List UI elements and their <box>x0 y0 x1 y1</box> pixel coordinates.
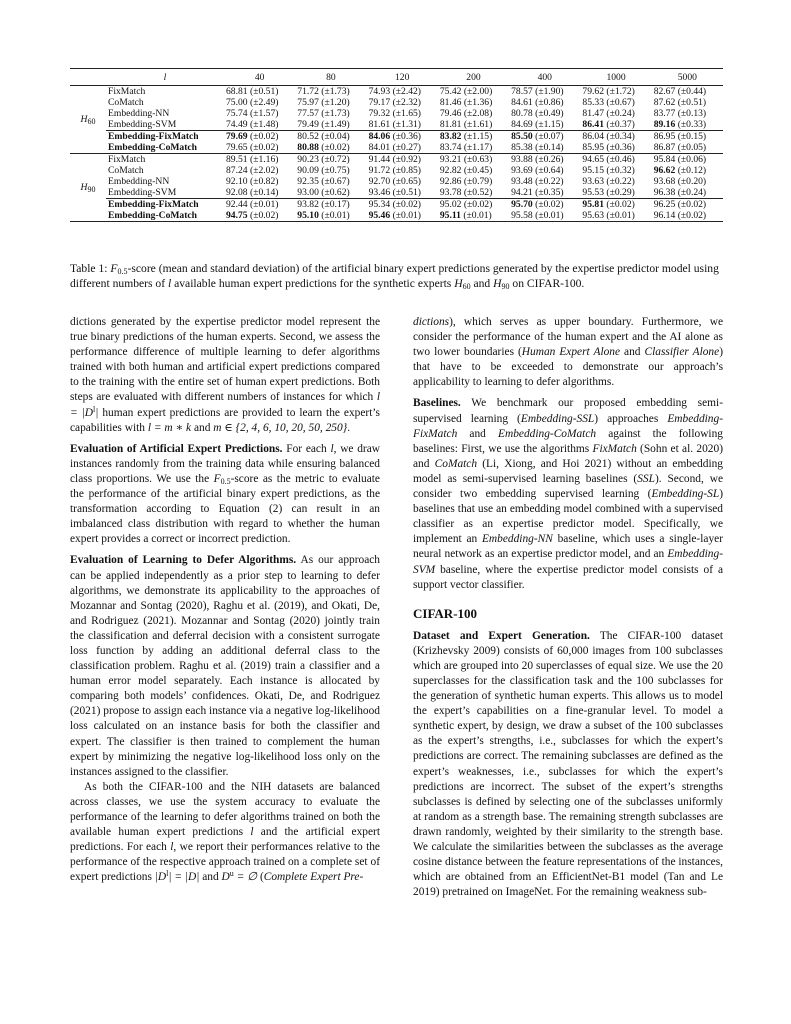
column-header: 120 <box>395 71 410 83</box>
score-cell: 94.65 (±0.46) <box>580 154 651 166</box>
score-cell: 92.44 (±0.01) <box>224 199 295 211</box>
score-cell: 95.84 (±0.06) <box>652 154 723 166</box>
score-cell: 79.17 (±2.32) <box>368 97 422 108</box>
score-cell: 84.69 (±1.15) <box>511 119 564 130</box>
score-cell: 79.49 (±1.49) <box>297 119 350 130</box>
score-cell: 89.16 (±0.33) <box>653 119 707 130</box>
score-cell: 74.93 (±2.42) <box>368 86 422 97</box>
score-cell: 95.53 (±0.29) <box>582 187 635 198</box>
score-cell: 79.32 (±1.65) <box>368 108 422 119</box>
heading-eval-l2d: Evaluation of Learning to Defer Algorithms. <box>70 554 297 567</box>
column-header: 1000 <box>606 71 626 83</box>
score-cell: 86.95 (±0.15) <box>652 131 723 143</box>
score-cell: 92.70 (±0.65) <box>368 176 422 187</box>
score-cell: 95.58 (±0.01) <box>511 210 564 221</box>
score-cell: 84.06 (±0.36) <box>367 131 438 143</box>
table-row <box>70 199 723 211</box>
heading-baselines: Baselines. <box>413 397 461 410</box>
header-l: l <box>163 71 167 83</box>
score-cell: 85.50 (±0.07) <box>509 131 580 143</box>
method-name: Embedding-NN <box>108 176 170 187</box>
method-name: Embedding-SVM <box>108 187 177 198</box>
heading-eval-artificial: Evaluation of Artificial Expert Predictions. <box>70 442 283 455</box>
score-cell: 95.81 (±0.02) <box>580 199 651 211</box>
score-cell: 82.67 (±0.44) <box>653 86 707 97</box>
table-row <box>70 142 723 154</box>
score-cell: 71.72 (±1.73) <box>297 86 350 97</box>
score-cell: 95.11 (±0.01) <box>439 210 492 221</box>
score-cell: 86.04 (±0.34) <box>580 131 651 143</box>
score-cell: 93.21 (±0.63) <box>438 154 509 166</box>
table-row <box>70 165 723 176</box>
score-cell: 74.49 (±1.48) <box>226 119 279 130</box>
score-cell: 95.34 (±0.02) <box>367 199 438 211</box>
score-cell: 95.02 (±0.02) <box>438 199 509 211</box>
score-cell: 90.09 (±0.75) <box>297 165 350 176</box>
paragraph-accuracy: As both the CIFAR-100 and the NIH datasets are balanced across classes, we use the system accuracy to evaluate the performance of the learning to defer algorithms trained on both the available human expert predictions l and the artificial expert predictions. For each l, we report their performances relative to the performance of the respective approach trained on a complete set of expert predictions $|D^l| = |D|$ and $D^u$ = ∅ (Complete Expert Pre- <box>70 780 381 884</box>
score-cell: 93.00 (±0.62) <box>297 187 350 198</box>
column-header: 400 <box>537 71 552 83</box>
score-cell: 83.77 (±0.13) <box>653 108 707 119</box>
heading-dataset: Dataset and Expert Generation. <box>413 629 590 642</box>
table-row <box>70 86 723 98</box>
score-cell: 96.62 (±0.12) <box>653 165 707 176</box>
score-cell: 95.70 (±0.02) <box>509 199 580 211</box>
paragraph-dataset: Dataset and Expert Generation. The CIFAR-100 dataset (Krizhevsky 2009) consists of 60,000 images from 100 subclasses which are grouped into 20 superclasses of equal size. We use the 20 superclasses for the classification task and the 100 subclasses for the generation of synthetic human experts. This allows us to model the expert’s capabilities on a fine-granular level. To model a synthetic expert, by design, we draw a subset of the 100 subclasses as the expert’s strengths, i.e., subclasses for which the expert’s predictions are correct. The remaining subclasses are defined as the expert’s weaknesses, i.e., subclasses for which the expert’s predictions are incorrect. The subset of the expert’s strengths subclasses is defined by selecting one of the subclasses uniformly at random as a strength base. The remaining strength subclasses are drawn randomly, weighted by their similarity to the strength base. We calculate the similarities between the subclasses as the average cosine distance between the feature representations of the instances, which are obtained from an EfficientNet-B1 model (Tan and Le 2019) pretrained on ImageNet. For the remaining weakness sub- <box>413 629 723 899</box>
score-cell: 85.95 (±0.36) <box>582 142 635 153</box>
score-cell: 83.82 (±1.15) <box>438 131 509 143</box>
paragraph-boundaries: dictions), which serves as upper boundary. Furthermore, we consider the performance of the human expert and the AI alone as two lower boundaries (Human Expert Alone and Classifier Alone) that have to be exceeded to demonstrate our approach’s applicability to learning to defer algorithms. <box>413 316 723 389</box>
score-cell: 87.62 (±0.51) <box>653 97 707 108</box>
method-name: Embedding-CoMatch <box>108 142 198 153</box>
results-table <box>70 68 723 222</box>
score-cell: 94.75 (±0.02) <box>226 210 279 221</box>
score-cell: 94.21 (±0.35) <box>511 187 564 198</box>
score-cell: 81.61 (±1.31) <box>368 119 422 130</box>
left-column <box>70 315 380 885</box>
score-cell: 84.01 (±0.27) <box>368 142 422 153</box>
score-cell: 93.69 (±0.64) <box>511 165 564 176</box>
paragraph-eval-artificial: Evaluation of Artificial Expert Predictions. For each l, we draw instances randomly from the training data while ensuring balanced class proportions. We use the $F_{0.5}$-score as the metric to evaluate the performance of the artificial binary expert predictions, as the transformation according to Equation (2) can result in an imbalanced class distribution with regard to whether the human expert provides a correct or incorrect prediction. <box>70 442 380 546</box>
score-cell: 80.88 (±0.02) <box>297 142 350 153</box>
method-name: CoMatch <box>108 165 144 176</box>
table-group-h60 <box>70 86 723 154</box>
score-cell: 80.78 (±0.49) <box>511 108 564 119</box>
score-cell: 96.38 (±0.24) <box>653 187 707 198</box>
table-row <box>70 97 723 108</box>
table-group-h90 <box>70 154 723 222</box>
column-header: 80 <box>326 71 336 83</box>
score-cell: 84.61 (±0.86) <box>511 97 564 108</box>
table-row <box>70 108 723 119</box>
method-name: Embedding-SVM <box>108 119 177 130</box>
score-cell: 92.08 (±0.14) <box>226 187 279 198</box>
table-row <box>70 176 723 187</box>
method-name: FixMatch <box>108 86 146 97</box>
score-cell: 92.35 (±0.67) <box>297 176 350 187</box>
score-cell: 79.65 (±0.02) <box>226 142 279 153</box>
score-cell: 81.81 (±1.61) <box>439 119 493 130</box>
score-cell: 92.86 (±0.79) <box>439 176 493 187</box>
score-cell: 91.72 (±0.85) <box>368 165 422 176</box>
score-cell: 81.47 (±0.24) <box>582 108 635 119</box>
score-cell: 81.46 (±1.36) <box>439 97 493 108</box>
column-header: 40 <box>254 71 265 83</box>
score-cell: 93.78 (±0.52) <box>439 187 493 198</box>
score-cell: 79.62 (±1.72) <box>582 86 635 97</box>
score-cell: 93.63 (±0.22) <box>582 176 635 187</box>
method-name: Embedding-FixMatch <box>106 131 224 143</box>
score-cell: 86.87 (±0.05) <box>653 142 707 153</box>
score-cell: 96.14 (±0.02) <box>653 210 707 221</box>
group-label: $H_{60}$ <box>80 114 96 126</box>
table-caption: Table 1: $F_{0.5}$-score (mean and standard deviation) of the artificial binary expert predictions generated by the expertise predictor model using different numbers of l available human expert predictions for the synthetic experts $H_{60}$ and $H_{90}$ on CIFAR-100. <box>70 262 719 291</box>
score-cell: 75.97 (±1.20) <box>297 97 350 108</box>
score-cell: 91.44 (±0.92) <box>367 154 438 166</box>
table-header-row <box>70 69 723 86</box>
table-row <box>70 210 723 222</box>
table-row <box>70 119 723 131</box>
paragraph-baselines: Baselines. We benchmark our proposed embedding semi-supervised learning (Embedding-SSL) approaches Embedding-FixMatch and Embedding-CoMatch against the following baselines: First, we use the algorithms FixMatch (Sohn et al. 2020) and CoMatch (Li, Xiong, and Hoi 2021) without an embedding model as semi-supervised learning baselines (SSL). Second, we consider two embedding supervised learning (Embedding-SL) baselines that use an embedding model combined with a supervised classifier as an expertise predictor model. Specifically, we implement an Embedding-NN baseline, which uses a single-layer neural network as an expertise predictor model, and an Embedding-SVM baseline, where the expertise predictor model consists of a support vector classifier. <box>413 397 723 591</box>
score-cell: 75.00 (±2.49) <box>226 97 279 108</box>
score-cell: 95.15 (±0.32) <box>582 165 635 176</box>
table-row <box>70 131 723 143</box>
score-cell: 95.46 (±0.01) <box>368 210 422 221</box>
score-cell: 96.25 (±0.02) <box>652 199 723 211</box>
score-cell: 75.74 (±1.57) <box>226 108 279 119</box>
score-cell: 79.69 (±0.02) <box>224 131 295 143</box>
score-cell: 87.24 (±2.02) <box>226 165 279 176</box>
score-cell: 93.46 (±0.51) <box>368 187 422 198</box>
method-name: Embedding-FixMatch <box>106 199 224 211</box>
group-label: $H_{90}$ <box>70 154 106 222</box>
score-cell: 85.38 (±0.14) <box>511 142 564 153</box>
score-cell: 75.42 (±2.00) <box>439 86 493 97</box>
score-cell: 90.23 (±0.72) <box>295 154 366 166</box>
method-name: Embedding-CoMatch <box>108 210 198 221</box>
method-name: FixMatch <box>106 154 224 166</box>
score-cell: 93.68 (±0.20) <box>653 176 707 187</box>
score-cell: 80.52 (±0.04) <box>295 131 366 143</box>
score-cell: 77.57 (±1.73) <box>297 108 350 119</box>
paragraph-eval-l2d: Evaluation of Learning to Defer Algorithms. As our approach can be applied independently as a prior step to learning to defer algorithms, we demonstrate its applicability to the approaches of Mozannar and Sontag (2020), Raghu et al. (2019), and Okati, De, and Rodriguez (2021). Mozannar and Sontag (2020) jointly train the classification and deferral decision with a consistent surrogate loss function by adding an additional deferral class to the classification problem. Raghu et al. (2019) train a classifier and a human error model separately. Each instance is allocated by comparing both models’ confidences. Okati, De, and Rodriguez (2021) propose to assign each instance via a negative log-likelihood loss calculated on an instance basis for both the classifier and expert. The classifier is then trained to complement the human expert by minimizing the negative log-likelihood loss only on the instances assigned to the classifier. <box>70 554 380 778</box>
column-header: 200 <box>466 71 481 83</box>
score-cell: 95.10 (±0.01) <box>297 210 350 221</box>
score-cell: 93.88 (±0.26) <box>509 154 580 166</box>
score-cell: 86.41 (±0.37) <box>582 119 635 130</box>
score-cell: 68.81 (±0.51) <box>226 86 279 97</box>
score-cell: 95.63 (±0.01) <box>582 210 635 221</box>
column-header: 5000 <box>677 71 697 83</box>
score-cell: 85.33 (±0.67) <box>582 97 635 108</box>
right-column <box>413 315 723 900</box>
table-row <box>70 187 723 199</box>
score-cell: 93.48 (±0.22) <box>511 176 564 187</box>
section-title-cifar100: CIFAR-100 <box>413 605 478 621</box>
score-cell: 93.82 (±0.17) <box>295 199 366 211</box>
paragraph-intro: dictions generated by the expertise predictor model represent the true binary predictions of the human experts. Second, we assess the performance difference of multiple learning to defer algorithms trained with both human and artificial expert predictions compared to the training with the entire set of human expert predictions. Both steps are evaluated with different numbers of instances for which $l = |D^l|$ human expert predictions are provided to learn the expert’s capabilities with l = m ∗ k and m ∈ {2, 4, 6, 10, 20, 50, 250}. <box>70 316 380 434</box>
score-cell: 83.74 (±1.17) <box>439 142 493 153</box>
score-cell: 89.51 (±1.16) <box>224 154 295 166</box>
score-cell: 92.10 (±0.82) <box>226 176 279 187</box>
score-cell: 92.82 (±0.45) <box>439 165 493 176</box>
score-cell: 78.57 (±1.90) <box>511 86 564 97</box>
score-cell: 79.46 (±2.08) <box>439 108 493 119</box>
method-name: Embedding-NN <box>108 108 170 119</box>
method-name: CoMatch <box>108 97 144 108</box>
table-row <box>70 154 723 166</box>
